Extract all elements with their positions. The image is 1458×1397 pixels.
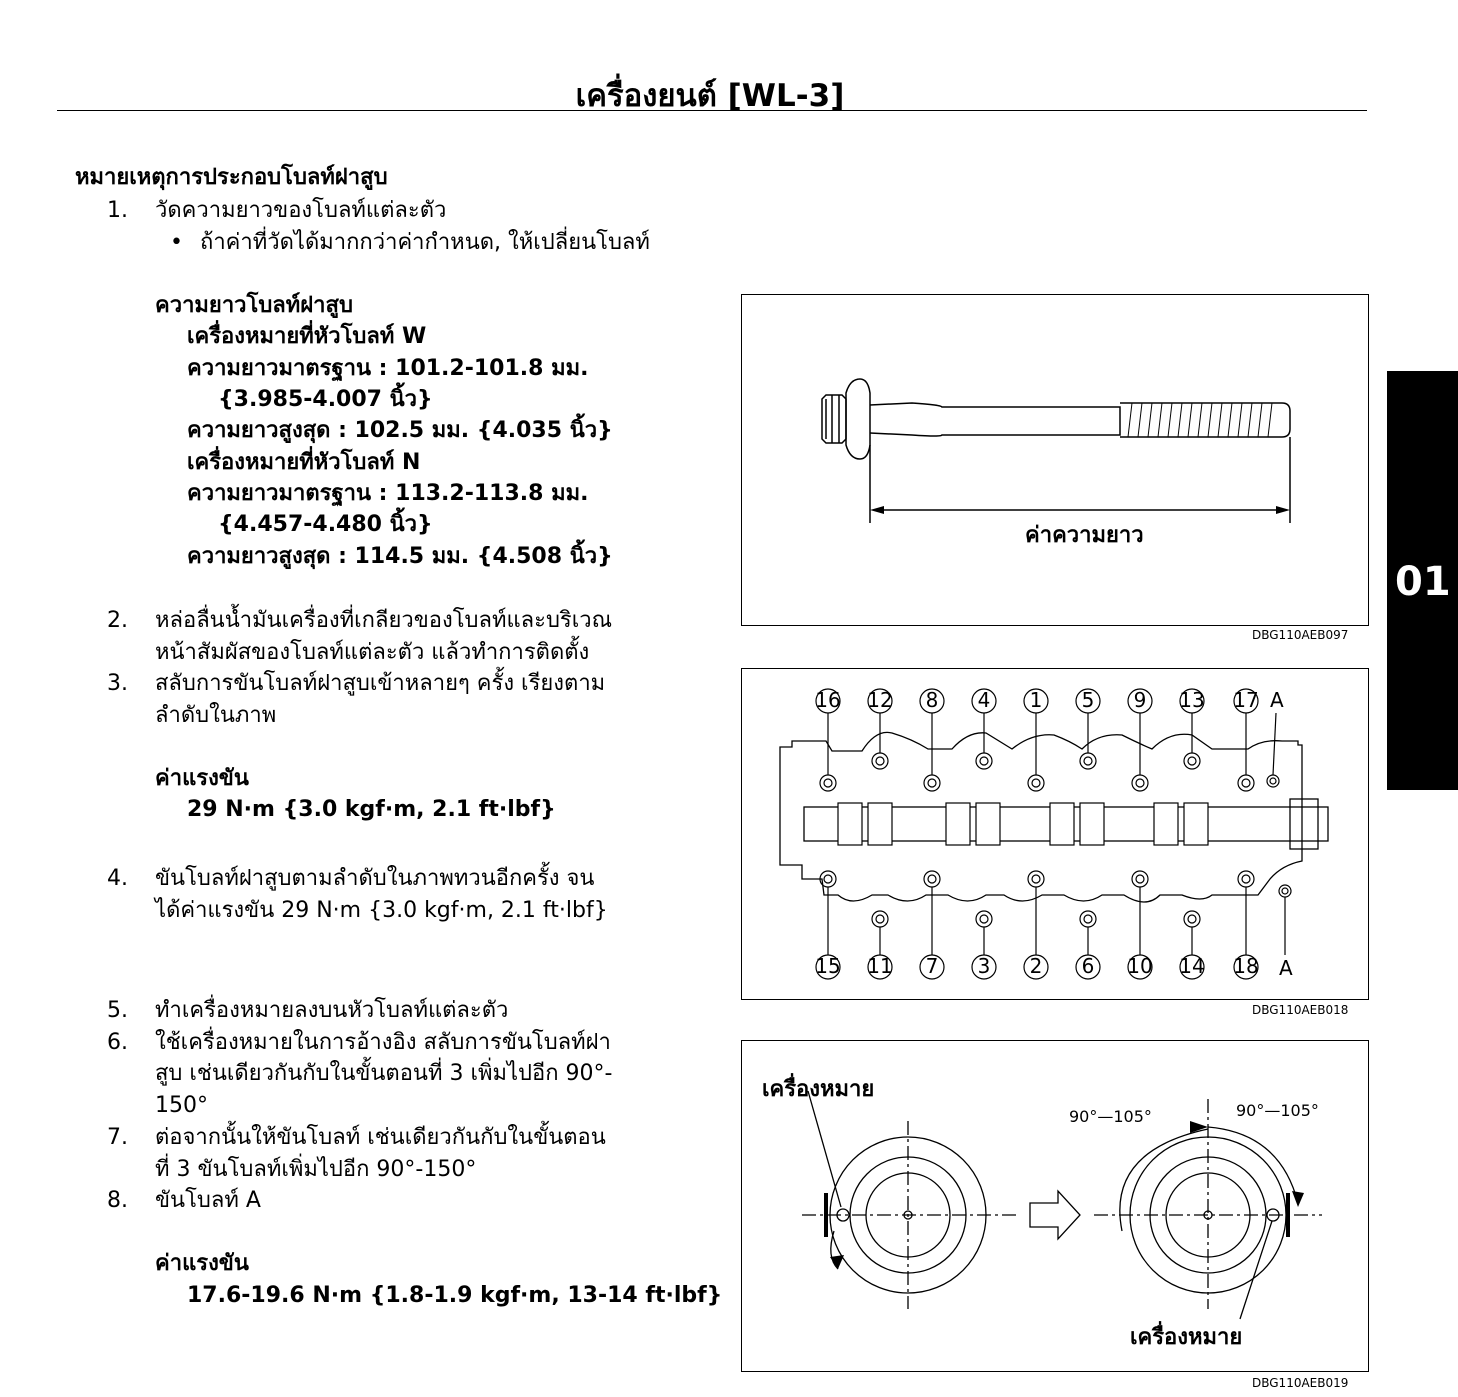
angle-label: 90°—105°: [1069, 1107, 1152, 1126]
bullet-text: ถ้าค่าที่วัดได้มากกว่าค่ากำหนด, ให้เปลี่ยนโบลท์: [200, 230, 650, 255]
step-number: 4.: [107, 866, 128, 891]
bolt-sequence-number: 5: [1081, 688, 1095, 712]
bolt-sequence-number: 12: [867, 688, 893, 712]
step-text: ได้ค่าแรงขัน 29 N·m {3.0 kgf·m, 2.1 ft·lbf}: [155, 898, 608, 923]
bolt-sequence-number: 13: [1179, 688, 1205, 712]
bolt-sequence-number: 10: [1127, 954, 1153, 978]
page-title: เครื่องยนต์ [WL-3]: [575, 78, 845, 114]
length-label: ค่าความยาว: [1025, 523, 1144, 548]
step-text: ที่ 3 ขันโบลท์เพิ่มไปอีก 90°-150°: [155, 1157, 477, 1182]
bolt-a-label: A: [1270, 688, 1284, 712]
step-text: ขันโบลท์ A: [155, 1188, 261, 1213]
spec-w-standard: ความยาวมาตรฐาน : 101.2-101.8 มม.: [187, 356, 589, 381]
step-text: 150°: [155, 1093, 208, 1118]
step-number: 7.: [107, 1125, 128, 1150]
step-text: วัดความยาวของโบลท์แต่ละตัว: [155, 198, 447, 223]
spec-n-mark: เครื่องหมายที่หัวโบลท์ N: [187, 450, 421, 475]
bolt-illustration: [742, 295, 1368, 625]
section-tab-label: 01: [1395, 559, 1451, 605]
figure-code: DBG110AEB018: [1252, 1003, 1349, 1017]
torque-value: 29 N·m {3.0 kgf·m, 2.1 ft·lbf}: [187, 797, 556, 822]
bolt-sequence-number: 15: [815, 954, 841, 978]
step-text: สูบ เช่นเดียวกันกับในขั้นตอนที่ 3 เพิ่มไปอีก 90°-: [155, 1061, 613, 1086]
step-text: ขันโบลท์ฝาสูบตามลำดับในภาพทวนอีกครั้ง จน: [155, 866, 595, 891]
spec-n-max: ความยาวสูงสุด : 114.5 มม. {4.508 นิ้ว}: [187, 544, 613, 569]
figure-code: DBG110AEB097: [1252, 628, 1349, 642]
bolt-sequence-number: 16: [815, 688, 841, 712]
bolt-sequence-number: 1: [1029, 688, 1043, 712]
step-number: 1.: [107, 198, 128, 223]
bolt-sequence-number: 17: [1233, 688, 1259, 712]
bolt-sequence-number: 8: [925, 688, 939, 712]
step-number: 2.: [107, 608, 128, 633]
step-number: 6.: [107, 1030, 128, 1055]
figure-code: DBG110AEB019: [1252, 1376, 1349, 1390]
bolt-a-label: A: [1279, 956, 1293, 980]
bolt-sequence-number: 18: [1233, 954, 1259, 978]
bolt-sequence-number: 3: [977, 954, 991, 978]
step-text: สลับการขันโบลท์ฝาสูบเข้าหลายๆ ครั้ง เรียงตาม: [155, 671, 606, 696]
step-number: 8.: [107, 1188, 128, 1213]
angle-label: 90°—105°: [1236, 1101, 1319, 1120]
bullet-icon: •: [170, 230, 183, 255]
tightening-sequence-figure: [741, 668, 1369, 1000]
bolt-length-figure: [741, 294, 1369, 626]
step-text: หล่อลื่นน้ำมันเครื่องที่เกลียวของโบลท์และบริเวณ: [155, 608, 613, 633]
bolt-sequence-number: 6: [1081, 954, 1095, 978]
torque-value: 17.6-19.6 N·m {1.8-1.9 kgf·m, 13-14 ft·lbf}: [187, 1283, 723, 1308]
section-heading: หมายเหตุการประกอบโบลท์ฝาสูบ: [75, 165, 388, 190]
spec-w-max: ความยาวสูงสุด : 102.5 มม. {4.035 นิ้ว}: [187, 418, 613, 443]
mark-label: เครื่องหมาย: [1130, 1325, 1243, 1350]
spec-n-standard: ความยาวมาตรฐาน : 113.2-113.8 มม.: [187, 481, 589, 506]
bolt-sequence-number: 2: [1029, 954, 1043, 978]
section-tab: [1387, 371, 1458, 790]
bolt-sequence-number: 11: [867, 954, 893, 978]
step-text: ทำเครื่องหมายลงบนหัวโบลท์แต่ละตัว: [155, 998, 509, 1023]
spec-w-standard-inch: {3.985-4.007 นิ้ว}: [218, 387, 433, 412]
spec-n-standard-inch: {4.457-4.480 นิ้ว}: [218, 512, 433, 537]
step-text: ลำดับในภาพ: [155, 703, 277, 728]
torque-heading: ค่าแรงขัน: [155, 766, 249, 791]
torque-heading: ค่าแรงขัน: [155, 1251, 249, 1276]
bolt-sequence-number: 14: [1179, 954, 1205, 978]
step-number: 5.: [107, 998, 128, 1023]
spec-heading: ความยาวโบลท์ฝาสูบ: [155, 293, 353, 318]
step-text: ต่อจากนั้นให้ขันโบลท์ เช่นเดียวกันกับในขั้นตอน: [155, 1125, 606, 1150]
bolt-sequence-number: 7: [925, 954, 939, 978]
angle-marking-figure: [741, 1040, 1369, 1372]
step-number: 3.: [107, 671, 128, 696]
step-text: ใช้เครื่องหมายในการอ้างอิง สลับการขันโบลท์ฝา: [155, 1030, 611, 1055]
header-divider: [57, 110, 1367, 111]
spec-w-mark: เครื่องหมายที่หัวโบลท์ W: [187, 324, 427, 349]
cylinder-head-illustration: [742, 669, 1368, 999]
mark-label: เครื่องหมาย: [762, 1077, 875, 1102]
bolt-sequence-number: 4: [977, 688, 991, 712]
bolt-sequence-number: 9: [1133, 688, 1147, 712]
step-text: หน้าสัมผัสของโบลท์แต่ละตัว แล้วทำการติดตั้ง: [155, 640, 590, 665]
